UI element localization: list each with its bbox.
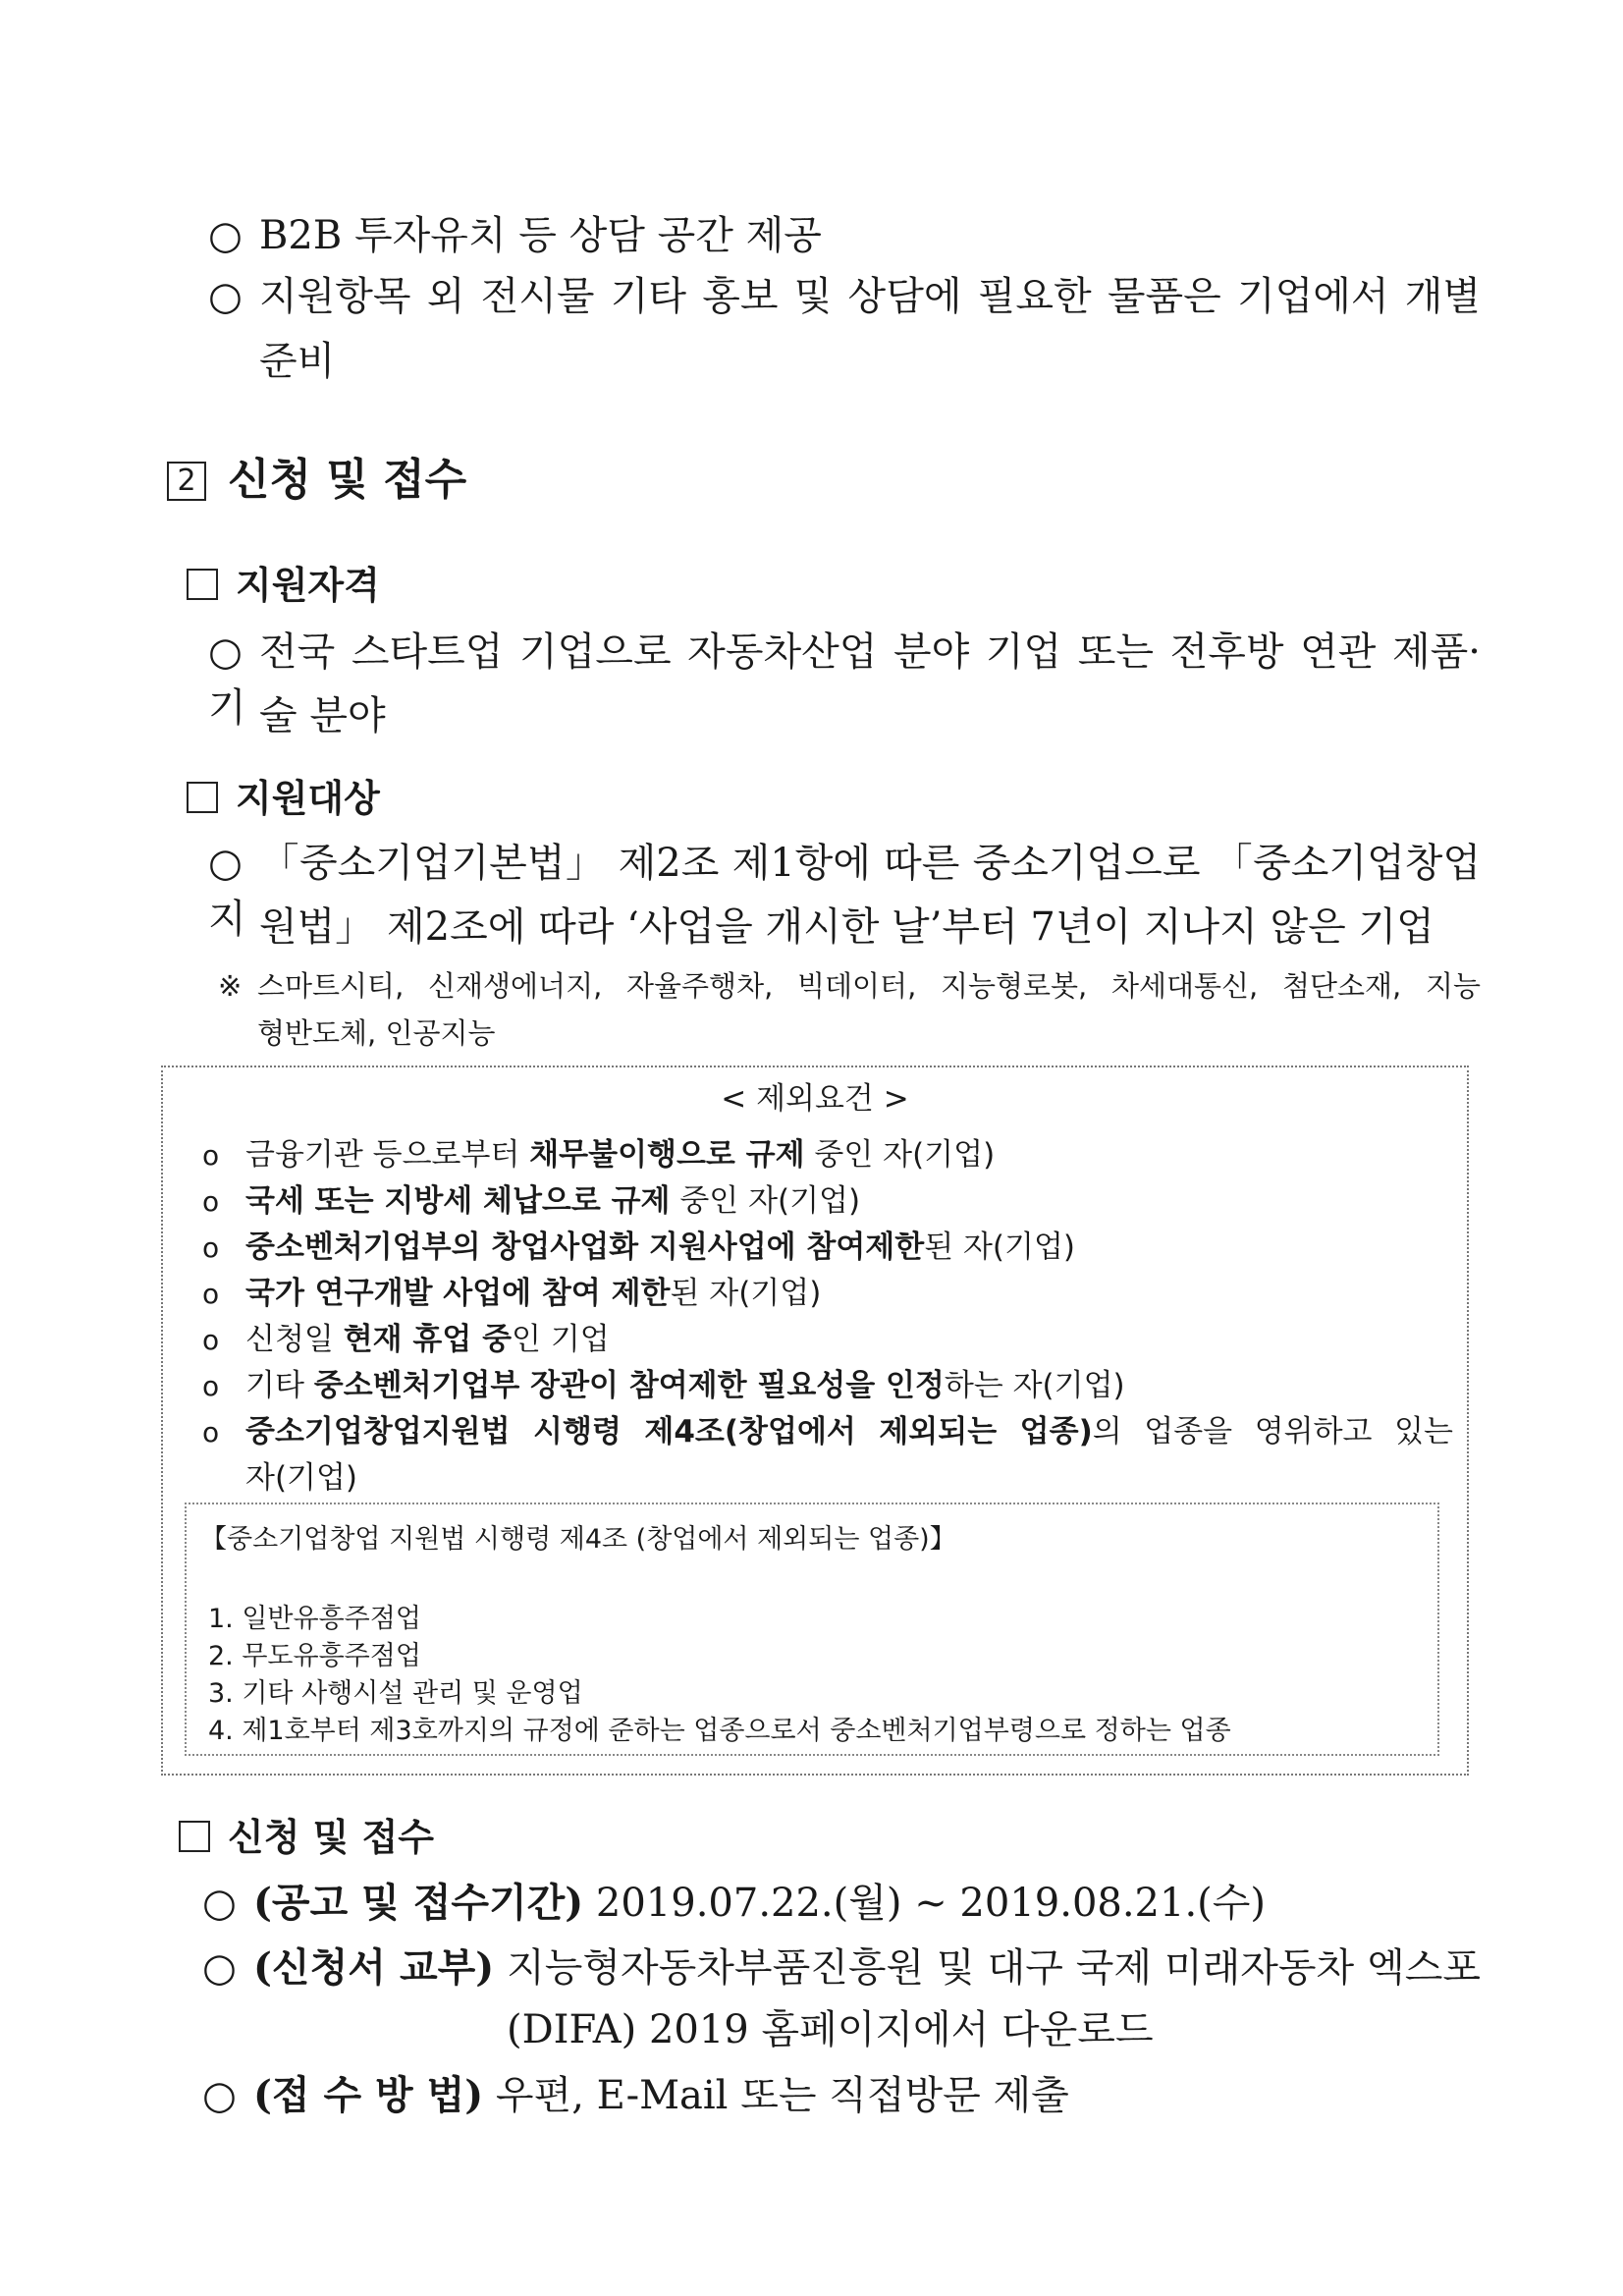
subsection-heading	[187, 555, 380, 609]
circle-bullet-icon: o	[202, 1139, 220, 1172]
item-text: 「중소기업기본법」 제2조 제1항에 따른 중소기업으로 「중소기업창업 지	[208, 841, 1481, 942]
circle-bullet-icon: o	[202, 1324, 220, 1356]
note-continuation: 형반도체, 인공지능	[257, 1016, 496, 1050]
subsection-heading	[179, 1807, 434, 1861]
item-text: B2B 투자유치 등 상담 공간 제공	[259, 213, 822, 258]
subsection-heading	[187, 768, 380, 822]
circle-bullet-icon: ○	[202, 2073, 237, 2118]
section-heading	[167, 444, 466, 507]
exclusion-item: o 국세 또는 지방세 체납으로 규제 중인 자(기업)	[202, 1183, 861, 1219]
item-text: 전국 스타트업 기업으로 자동차산업 분야 기업 또는 전후방 연관 제품·기	[208, 629, 1481, 731]
item-label: (접 수 방 법)	[253, 2072, 484, 2118]
item-continuation: 원법」 제2조에 따라 ‘사업을 개시한 날’부터 7년이 지나지 않은 기업	[259, 904, 1434, 950]
list-item	[208, 204, 822, 260]
list-item	[208, 621, 1481, 733]
exclusion-item-continuation: 자(기업)	[245, 1460, 358, 1496]
circle-bullet-icon: ○	[202, 1881, 237, 1926]
circle-bullet-icon: o	[202, 1185, 220, 1218]
list-item	[202, 1872, 1266, 1928]
checkbox-square-icon	[187, 569, 218, 600]
item-label: (신청서 교부)	[253, 1944, 495, 1991]
exclusion-item: o 신청일 현재 휴업 중인 기업	[202, 1322, 610, 1357]
law-title: 【중소기업창업 지원법 시행령 제4조 (창업에서 제외되는 업종)】	[200, 1524, 956, 1555]
exclusion-item: o 기타 중소벤처기업부 장관이 참여제한 필요성을 인정하는 자(기업)	[202, 1368, 1125, 1403]
circle-bullet-icon: ○	[202, 1945, 237, 1991]
subsection-title: 신청 및 접수	[228, 1816, 434, 1859]
exclusion-item: o 금융기관 등으로부터 채무불이행으로 규제 중인 자(기업)	[202, 1137, 996, 1173]
item-continuation: (DIFA) 2019 홈페이지에서 다운로드	[507, 2007, 1154, 2052]
circle-bullet-icon: o	[202, 1416, 220, 1449]
circle-bullet-icon: o	[202, 1231, 220, 1264]
circle-bullet-icon: o	[202, 1370, 220, 1402]
exclusion-title: < 제외요건 >	[721, 1081, 909, 1117]
exclusion-item: o 중소벤처기업부의 창업사업화 지원사업에 참여제한된 자(기업)	[202, 1230, 1076, 1265]
circle-bullet-icon: ○	[208, 841, 243, 886]
note	[218, 964, 1481, 1005]
checkbox-square-icon	[187, 782, 218, 813]
item-continuation: 술 분야	[259, 693, 386, 738]
circle-bullet-icon: ○	[208, 213, 243, 258]
note-text: 스마트시티, 신재생에너지, 자율주행차, 빅데이터, 지능형로봇, 차세대통신, 첨단소재, 지능	[257, 969, 1481, 1003]
exclusion-item: o 중소기업창업지원법 시행령 제4조(창업에서 제외되는 업종)의 업종을 영위하고 있는	[202, 1414, 1453, 1449]
subsection-title: 지원대상	[236, 777, 380, 820]
item-label: (공고 및 접수기간)	[253, 1880, 584, 1926]
section-number: 2	[167, 462, 206, 501]
checkbox-square-icon	[179, 1821, 210, 1852]
law-item: 4. 제1호부터 제3호까지의 규정에 준하는 업종으로서 중소벤처기업부령으로 정하는 업종	[208, 1716, 1231, 1746]
item-text: 지원항목 외 전시물 기타 홍보 및 상담에 필요한 물품은 기업에서 개별	[259, 274, 1481, 319]
law-item: 3. 기타 사행시설 관리 및 운영업	[208, 1678, 583, 1709]
item-value: 우편, E-Mail 또는 직접방문 제출	[483, 2073, 1069, 2118]
subsection-title: 지원자격	[236, 564, 380, 607]
section-title: 신청 및 접수	[228, 455, 467, 505]
note-mark: ※	[218, 969, 243, 1003]
circle-bullet-icon: ○	[208, 274, 243, 319]
list-item	[202, 2064, 1069, 2120]
circle-bullet-icon: o	[202, 1278, 220, 1310]
law-item: 1. 일반유흥주점업	[208, 1604, 421, 1634]
item-value: 2019.07.22.(월) ~ 2019.08.21.(수)	[583, 1881, 1267, 1926]
list-item	[208, 265, 1481, 321]
law-item: 2. 무도유흥주점업	[208, 1641, 421, 1671]
list-item	[202, 1937, 1481, 1993]
exclusion-item: o 국가 연구개발 사업에 참여 제한된 자(기업)	[202, 1276, 822, 1311]
circle-bullet-icon: ○	[208, 629, 243, 675]
item-continuation: 준비	[259, 339, 336, 384]
item-value: 지능형자동차부품진흥원 및 대구 국제 미래자동차 엑스포	[507, 1945, 1481, 1991]
